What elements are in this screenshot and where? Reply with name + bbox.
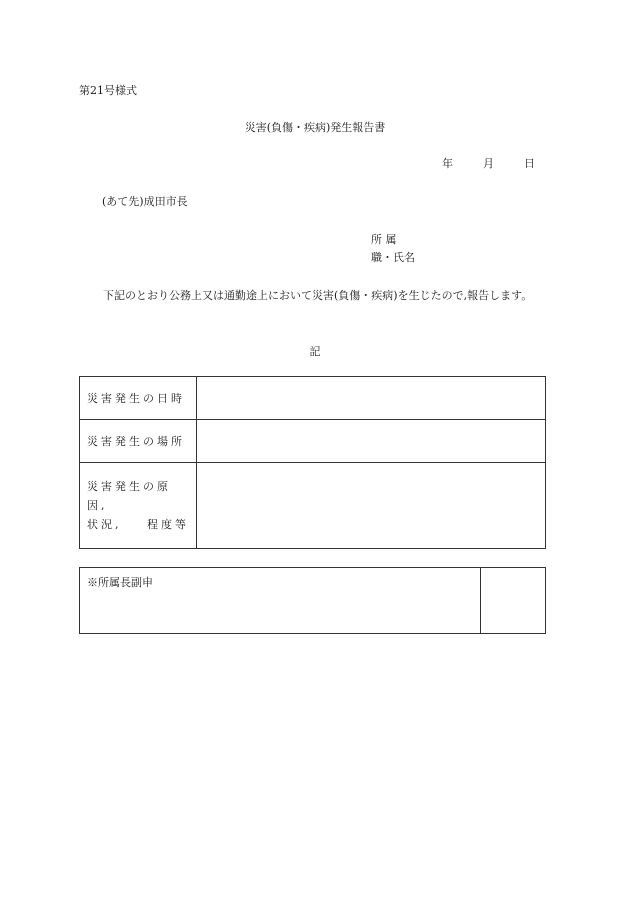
table-row [80, 420, 546, 463]
incident-cause-label-line1: 災害発生の原因, [87, 480, 171, 512]
incident-condition-label: 状況, [87, 518, 122, 531]
incident-place-field[interactable] [197, 420, 546, 463]
affiliation-line [371, 231, 423, 247]
table-row [80, 568, 546, 634]
supervisor-stamp-cell[interactable] [481, 568, 546, 634]
ki-heading: 記 [309, 345, 321, 358]
incident-datetime-field[interactable] [197, 377, 546, 420]
incident-table [79, 376, 546, 549]
incident-degree-label: 程度等 [147, 518, 189, 531]
position-name-line [371, 249, 423, 265]
table-row [80, 463, 546, 549]
document-title: 災害(負傷・疾病)発生報告書 [244, 121, 386, 134]
body-text: 下記のとおり公務上又は通勤途上において災害(負傷・疾病)を生じたので,報告します。 [103, 289, 533, 302]
addressee: (あて先)成田市長 [102, 195, 188, 208]
incident-cause-label [80, 463, 197, 549]
supervisor-note-box [79, 567, 546, 634]
incident-place-label: 災害発生の場所 [80, 420, 197, 463]
table-row [80, 377, 546, 420]
supervisor-note-label: ※所属長副申 [87, 576, 153, 589]
incident-cause-label-line2 [87, 515, 189, 534]
date-year-label: 年 [442, 157, 453, 170]
affiliation-label: 所 属 [371, 233, 397, 246]
position-name-label: 職・氏名 [371, 251, 415, 264]
date-day-label: 日 [524, 157, 535, 170]
form-number: 第21号様式 [79, 84, 137, 97]
incident-cause-field[interactable] [197, 463, 546, 549]
incident-datetime-label: 災害発生の日時 [80, 377, 197, 420]
date-month-label: 月 [483, 157, 494, 170]
date-line [442, 155, 535, 171]
supervisor-note-cell[interactable] [80, 568, 481, 634]
